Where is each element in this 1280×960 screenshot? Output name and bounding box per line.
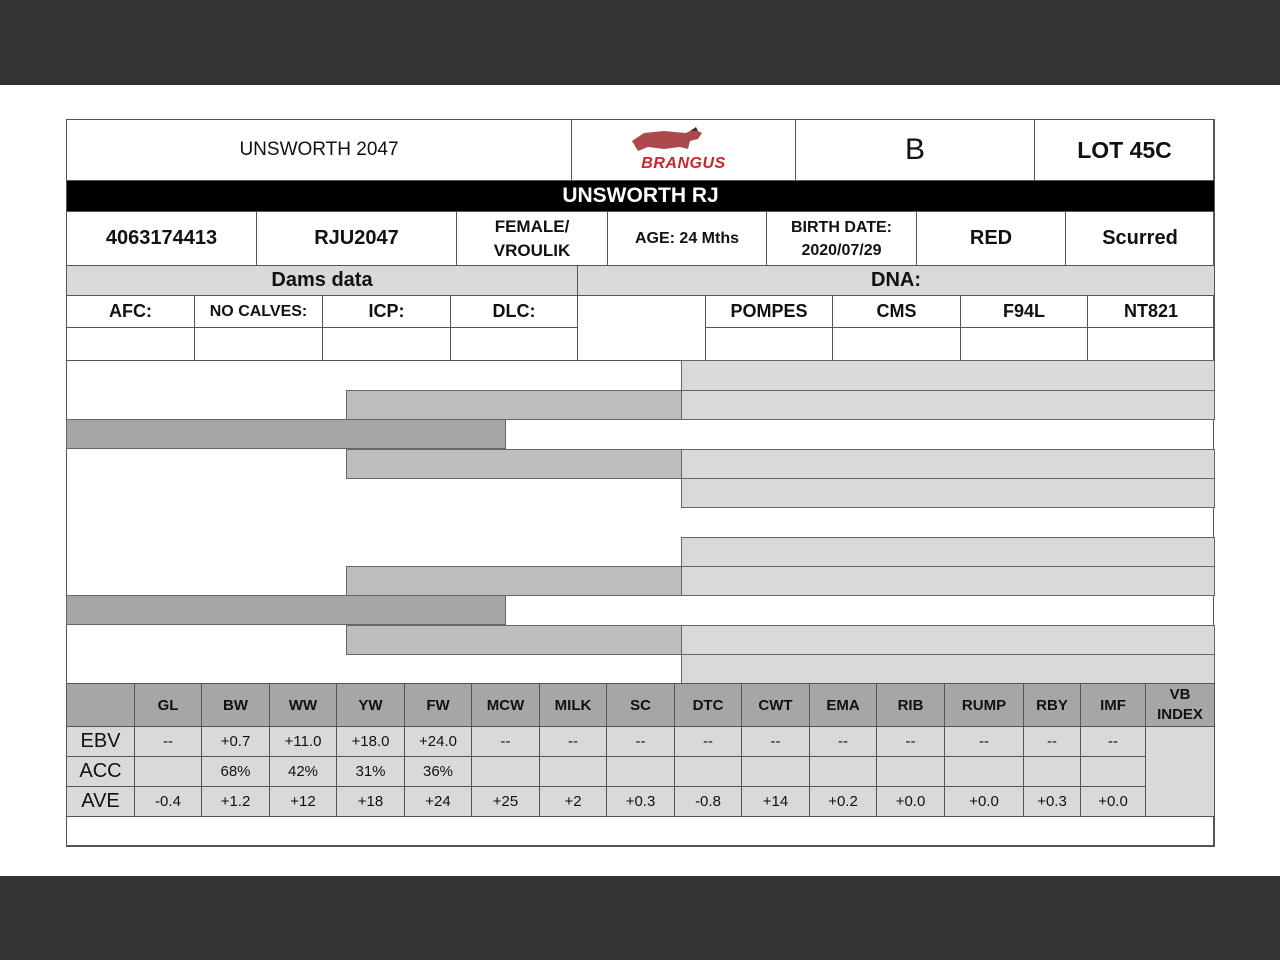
ebv-cell: --	[606, 726, 675, 757]
ebv-cell: +14	[741, 786, 810, 817]
id-number: 4063174413	[66, 211, 257, 266]
ebv-cell: +0.3	[606, 786, 675, 817]
pedigree-box	[346, 390, 682, 420]
pedigree-box	[346, 449, 682, 479]
animal-name: UNSWORTH 2047	[66, 119, 572, 181]
ebv-cell	[134, 756, 202, 787]
ebv-cell: +0.0	[876, 786, 945, 817]
ebv-cell: +24	[404, 786, 472, 817]
ebv-cell	[809, 756, 877, 787]
ebv-cell: +18	[336, 786, 405, 817]
ebv-cell: 68%	[201, 756, 270, 787]
ebv-cell: +0.0	[944, 786, 1024, 817]
ebv-cell: --	[741, 726, 810, 757]
dams-value-no-calves	[194, 327, 323, 361]
birth-date: BIRTH DATE: 2020/07/29	[766, 211, 917, 266]
sex: FEMALE/ VROULIK	[456, 211, 608, 266]
ebv-cell: +25	[471, 786, 540, 817]
pedigree-box	[681, 654, 1215, 684]
top-frame-bar	[0, 0, 1280, 85]
dams-value-dlc	[450, 327, 578, 361]
ebv-col-dtc: DTC	[674, 683, 742, 727]
dams-col-no-calves: NO CALVES:	[194, 295, 323, 328]
ebv-col-ema: EMA	[809, 683, 877, 727]
dams-col-icp: ICP:	[322, 295, 451, 328]
ebv-col-sc: SC	[606, 683, 675, 727]
ebv-col-vb-index: VB INDEX	[1145, 683, 1215, 727]
ebv-row-label-acc: ACC	[66, 756, 135, 787]
ebv-col-fw: FW	[404, 683, 472, 727]
ebv-col-rump: RUMP	[944, 683, 1024, 727]
ebv-col-cwt: CWT	[741, 683, 810, 727]
lot-number: LOT 45C	[1034, 119, 1215, 181]
footer-blank-row	[66, 816, 1215, 847]
ebv-row-label-ebv: EBV	[66, 726, 135, 757]
vb-index-value	[1145, 726, 1215, 817]
ebv-cell: --	[944, 726, 1024, 757]
pedigree-box	[66, 419, 506, 449]
pedigree-box	[346, 566, 682, 596]
dams-value-afc	[66, 327, 195, 361]
ebv-col-ww: WW	[269, 683, 337, 727]
ebv-cell: +0.3	[1023, 786, 1081, 817]
ebv-col-rib: RIB	[876, 683, 945, 727]
ebv-cell: --	[674, 726, 742, 757]
dams-data-heading: Dams data	[66, 265, 578, 296]
dna-blank-cell	[577, 295, 706, 361]
ebv-cell: --	[539, 726, 607, 757]
lot-card	[66, 119, 1214, 846]
pedigree-box	[681, 537, 1215, 567]
dna-value-nt821	[1087, 327, 1215, 361]
ebv-cell	[876, 756, 945, 787]
ebv-cell	[1023, 756, 1081, 787]
ebv-cell: +18.0	[336, 726, 405, 757]
ebv-col-gl: GL	[134, 683, 202, 727]
animal-code: RJU2047	[256, 211, 457, 266]
ebv-cell: +2	[539, 786, 607, 817]
ebv-cell: --	[809, 726, 877, 757]
dna-col-pompes: POMPES	[705, 295, 833, 328]
brand-wordmark: BRANGUS	[641, 155, 726, 172]
ebv-header-blank	[66, 683, 135, 727]
pedigree-box	[66, 595, 506, 625]
pedigree-box	[681, 478, 1215, 508]
ebv-cell	[539, 756, 607, 787]
pedigree-box	[346, 625, 682, 655]
ebv-cell: --	[1023, 726, 1081, 757]
bottom-frame-bar	[0, 876, 1280, 960]
ebv-cell: -0.8	[674, 786, 742, 817]
brangus-logo	[571, 119, 796, 181]
ebv-cell	[944, 756, 1024, 787]
ebv-col-mcw: MCW	[471, 683, 540, 727]
pedigree-box	[681, 360, 1215, 391]
pedigree-box	[681, 625, 1215, 655]
horn-status: Scurred	[1065, 211, 1215, 266]
ebv-cell: +11.0	[269, 726, 337, 757]
bull-icon	[624, 127, 744, 155]
ebv-cell: +1.2	[201, 786, 270, 817]
dna-heading: DNA:	[577, 265, 1215, 296]
ebv-cell	[606, 756, 675, 787]
ebv-row-label-ave: AVE	[66, 786, 135, 817]
ebv-cell: +24.0	[404, 726, 472, 757]
dna-value-pompes	[705, 327, 833, 361]
dams-value-icp	[322, 327, 451, 361]
ebv-cell: --	[1080, 726, 1146, 757]
dna-col-cms: CMS	[832, 295, 961, 328]
ebv-cell: --	[471, 726, 540, 757]
pedigree-box	[681, 449, 1215, 479]
ebv-col-yw: YW	[336, 683, 405, 727]
ebv-cell: --	[134, 726, 202, 757]
dna-col-nt821: NT821	[1087, 295, 1215, 328]
ebv-cell: --	[876, 726, 945, 757]
title-bar: UNSWORTH RJ	[66, 180, 1215, 212]
dams-col-dlc: DLC:	[450, 295, 578, 328]
pedigree-box	[681, 566, 1215, 596]
ebv-cell: 36%	[404, 756, 472, 787]
color: RED	[916, 211, 1066, 266]
dna-value-f94l	[960, 327, 1088, 361]
ebv-col-milk: MILK	[539, 683, 607, 727]
ebv-cell: 31%	[336, 756, 405, 787]
ebv-cell	[471, 756, 540, 787]
dna-col-f94l: F94L	[960, 295, 1088, 328]
dams-col-afc: AFC:	[66, 295, 195, 328]
ebv-cell: +0.2	[809, 786, 877, 817]
age: AGE: 24 Mths	[607, 211, 767, 266]
ebv-col-imf: IMF	[1080, 683, 1146, 727]
grade-letter: B	[795, 119, 1035, 181]
ebv-cell	[1080, 756, 1146, 787]
pedigree-box	[681, 390, 1215, 420]
dna-value-cms	[832, 327, 961, 361]
ebv-cell: +0.7	[201, 726, 270, 757]
ebv-cell: +12	[269, 786, 337, 817]
ebv-cell: -0.4	[134, 786, 202, 817]
ebv-cell	[674, 756, 742, 787]
ebv-cell: +0.0	[1080, 786, 1146, 817]
ebv-cell	[741, 756, 810, 787]
ebv-col-rby: RBY	[1023, 683, 1081, 727]
ebv-col-bw: BW	[201, 683, 270, 727]
ebv-cell: 42%	[269, 756, 337, 787]
